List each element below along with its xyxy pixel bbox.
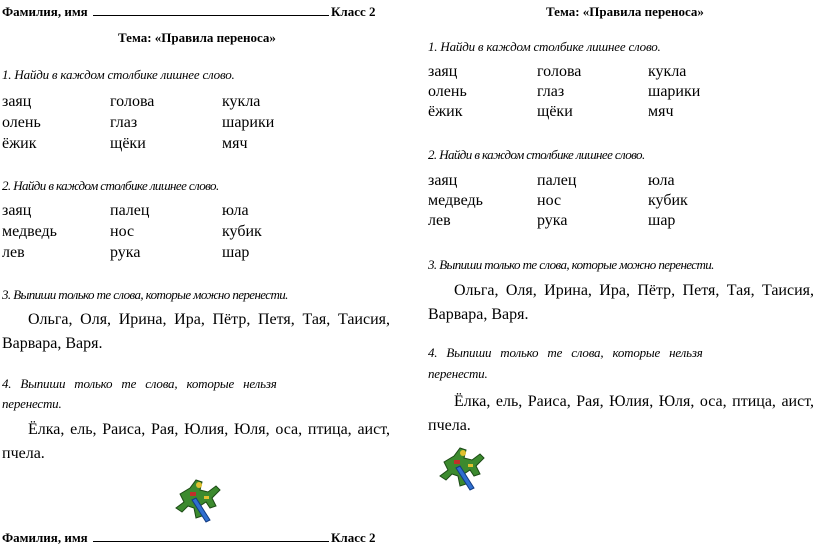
- word-cell: ёжик: [428, 103, 463, 120]
- task4-title-cont: перенести.: [2, 396, 62, 411]
- word-cell: олень: [428, 83, 467, 100]
- word-cell: заяц: [2, 93, 32, 110]
- topic-title: Тема: «Правила переноса»: [118, 30, 276, 45]
- task4-title-right: 4. Выпиши только те слова, которые нельзя: [428, 345, 703, 360]
- word-cell: рука: [537, 212, 568, 229]
- word-cell: голова: [110, 93, 155, 110]
- word-cell: рука: [110, 244, 141, 261]
- word-cell: олень: [2, 114, 41, 131]
- name-label: Фамилия, имя: [2, 4, 329, 20]
- word-cell: щёки: [537, 103, 573, 120]
- word-cell: ёжик: [2, 135, 37, 152]
- word-cell: шар: [648, 212, 676, 229]
- name-underline: [93, 5, 329, 16]
- word-cell: мяч: [222, 135, 248, 152]
- task4-text-right: Ёлка, ель, Раиса, Рая, Юлия, Юля, оса, птица, аист, пчела.: [428, 393, 814, 434]
- task4-text: Ёлка, ель, Раиса, Рая, Юлия, Юля, оса, птица, аист, пчела.: [2, 421, 390, 462]
- task1-title-right: 1. Найди в каждом столбике лишнее слово.: [428, 39, 661, 54]
- word-cell: нос: [537, 192, 562, 209]
- task3-text: Ольга, Оля, Ирина, Ира, Пётр, Петя, Тая, Таисия, Варвара, Варя.: [2, 311, 390, 352]
- class-label: Класс 2: [331, 4, 376, 19]
- word-cell: кукла: [222, 93, 261, 110]
- word-cell: кубик: [222, 223, 262, 240]
- task4-title-cont-right: перенести.: [428, 366, 488, 381]
- word-cell: заяц: [2, 202, 32, 219]
- footer-name-label: Фамилия, имя: [2, 530, 329, 546]
- word-cell: шарики: [222, 114, 275, 131]
- footer-name-underline: [93, 531, 329, 542]
- task2-title-right: 2. Найди в каждом столбике лишнее слово.: [428, 147, 645, 162]
- word-cell: глаз: [110, 114, 138, 131]
- word-cell: юла: [222, 202, 249, 219]
- topic-title-right: Тема: «Правила переноса»: [546, 4, 704, 19]
- task3-title-right: 3. Выпиши только те слова, которые можно перенести.: [428, 257, 714, 272]
- word-cell: щёки: [110, 135, 146, 152]
- word-cell: лев: [2, 244, 25, 261]
- task3-text-right: Ольга, Оля, Ирина, Ира, Пётр, Петя, Тая, Таисия, Варвара, Варя.: [428, 282, 814, 323]
- word-cell: голова: [537, 63, 582, 80]
- task2-title: 2. Найди в каждом столбике лишнее слово.: [2, 178, 219, 193]
- word-cell: мяч: [648, 103, 674, 120]
- word-cell: кукла: [648, 63, 687, 80]
- word-cell: глаз: [537, 83, 565, 100]
- footer-class-label: Класс 2: [331, 530, 376, 545]
- task1-title: 1. Найди в каждом столбике лишнее слово.: [2, 67, 235, 82]
- word-cell: шар: [222, 244, 250, 261]
- word-cell: палец: [537, 172, 577, 189]
- word-cell: лев: [428, 212, 451, 229]
- word-cell: медведь: [428, 192, 483, 209]
- task4-title: 4. Выпиши только те слова, которые нельзя: [2, 376, 277, 391]
- word-cell: палец: [110, 202, 150, 219]
- robot-figure-icon: [436, 440, 492, 492]
- word-cell: заяц: [428, 172, 458, 189]
- word-cell: шарики: [648, 83, 701, 100]
- task3-title: 3. Выпиши только те слова, которые можно перенести.: [2, 287, 288, 302]
- word-cell: медведь: [2, 223, 57, 240]
- robot-figure-icon: [172, 472, 228, 524]
- word-cell: нос: [110, 223, 135, 240]
- word-cell: юла: [648, 172, 675, 189]
- word-cell: заяц: [428, 63, 458, 80]
- word-cell: кубик: [648, 192, 688, 209]
